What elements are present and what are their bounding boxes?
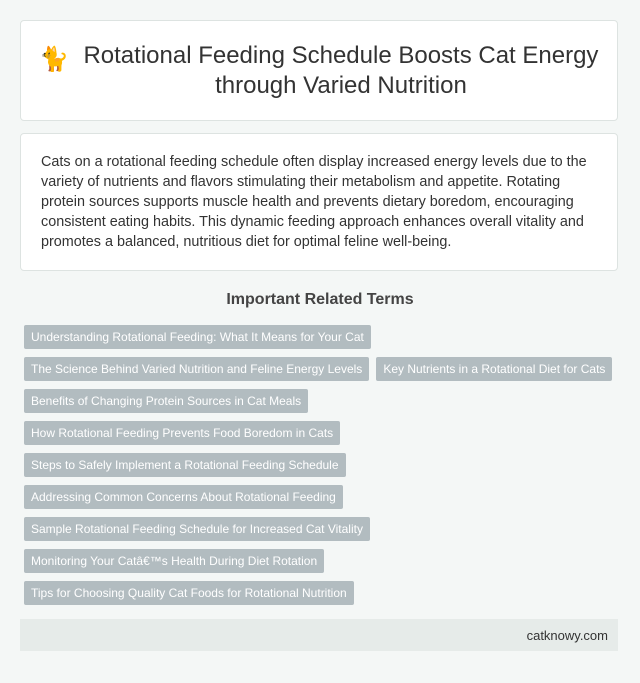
term-tag[interactable]: Steps to Safely Implement a Rotational Feeding Schedule [24,453,346,477]
footer-site-link[interactable]: catknowy.com [526,627,608,643]
related-terms-list [24,325,624,613]
terms-row [24,389,624,413]
title-wrap [21,41,617,101]
terms-row [24,581,624,605]
footer [20,619,618,651]
term-tag[interactable]: Addressing Common Concerns About Rotational Feeding [24,485,343,509]
terms-row [24,485,624,509]
terms-row [24,357,624,381]
terms-row [24,421,624,445]
term-tag[interactable]: Tips for Choosing Quality Cat Foods for Rotational Nutrition [24,581,354,605]
term-tag[interactable]: Monitoring Your Catâ€™s Health During Diet Rotation [24,549,324,573]
term-tag[interactable]: Understanding Rotational Feeding: What It Means for Your Cat [24,325,371,349]
summary-text: Cats on a rotational feeding schedule often display increased energy levels due to the variety of nutrients and flavors stimulating their metabolism and appetite. Rotating protein sources supports muscle health and prevents dietary boredom, encouraging consistent eating habits. This dynamic feeding approach enhances overall vitality and promotes a balanced, nutritious diet for optimal feline well-being. [41,154,587,250]
term-tag[interactable]: How Rotational Feeding Prevents Food Boredom in Cats [24,421,340,445]
terms-row [24,549,624,573]
term-tag[interactable]: Sample Rotational Feeding Schedule for Increased Cat Vitality [24,517,370,541]
terms-row [24,517,624,541]
summary-card [20,133,618,271]
terms-row [24,325,624,349]
term-tag[interactable]: Key Nutrients in a Rotational Diet for Cats [376,357,612,381]
title-card [20,20,618,121]
term-tag[interactable]: The Science Behind Varied Nutrition and Feline Energy Levels [24,357,369,381]
page-title: Rotational Feeding Schedule Boosts Cat Energy through Varied Nutrition [83,41,599,99]
cat-icon: 🐈 [39,45,69,73]
related-terms-heading: Important Related Terms [226,291,414,308]
term-tag[interactable]: Benefits of Changing Protein Sources in Cat Meals [24,389,308,413]
terms-row [24,453,624,477]
